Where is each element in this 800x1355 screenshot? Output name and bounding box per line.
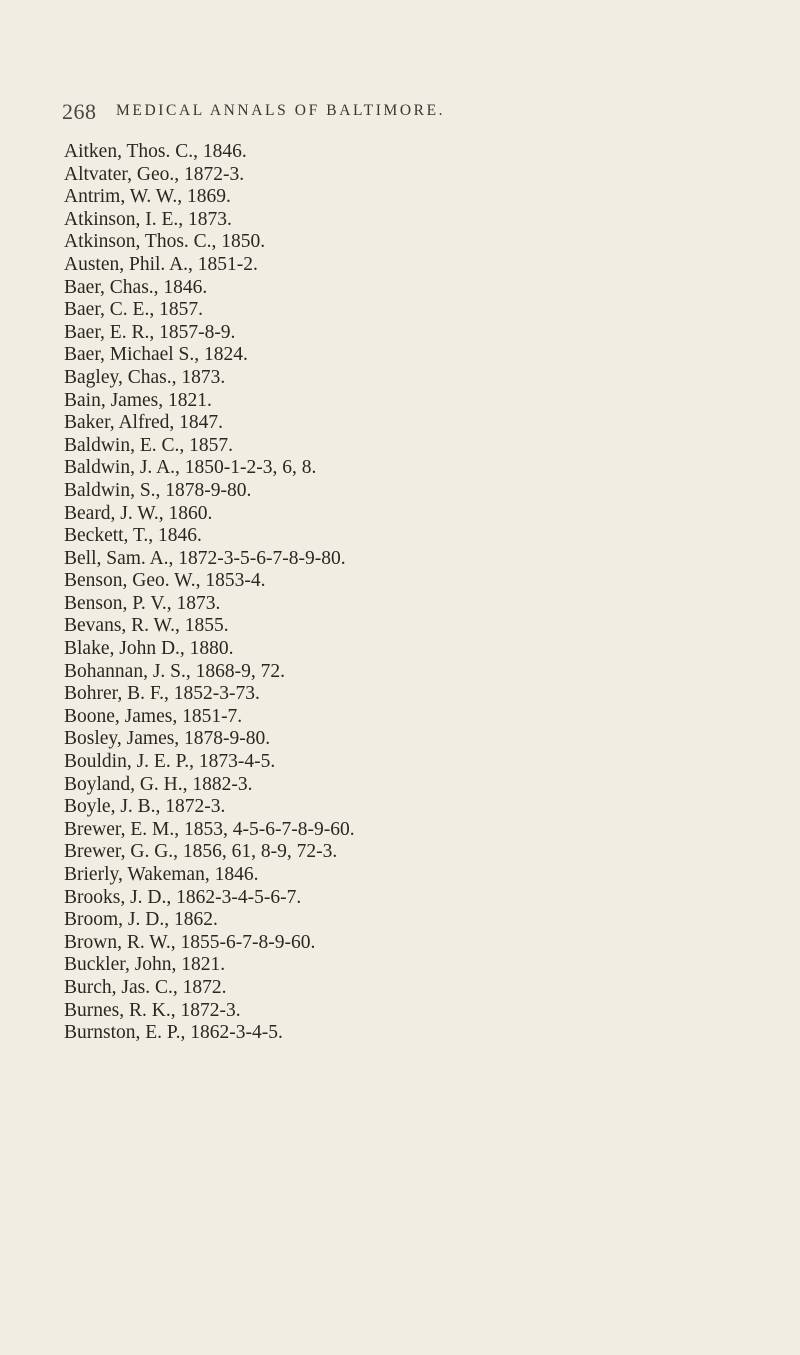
list-item: Benson, P. V., 1873. xyxy=(64,592,221,614)
list-item: Baer, Michael S., 1824. xyxy=(64,344,248,366)
list-item: Boone, James, 1851-7. xyxy=(64,705,243,727)
list-item: Boyland, G. H., 1882-3. xyxy=(64,773,253,795)
list-item: Bosley, James, 1878-9-80. xyxy=(64,728,271,750)
list-item: Bohrer, B. F., 1852-3-73. xyxy=(64,683,260,705)
list-item: Baer, Chas., 1846. xyxy=(64,276,208,298)
list-item: Brown, R. W., 1855-6-7-8-9-60. xyxy=(64,931,316,953)
running-head xyxy=(62,99,762,125)
list-item: Altvater, Geo., 1872-3. xyxy=(64,163,245,185)
list-item: Blake, John D., 1880. xyxy=(64,638,234,660)
list-item: Baer, E. R., 1857-8-9. xyxy=(64,321,236,343)
list-item: Bell, Sam. A., 1872-3-5-6-7-8-9-80. xyxy=(64,547,346,569)
list-item: Beard, J. W., 1860. xyxy=(64,502,213,524)
page-number: 268 xyxy=(62,99,97,124)
name-list xyxy=(64,141,704,1045)
list-item: Baldwin, S., 1878-9-80. xyxy=(64,479,252,501)
list-item: Aitken, Thos. C., 1846. xyxy=(64,141,247,162)
list-item: Buckler, John, 1821. xyxy=(64,954,226,976)
list-item: Brewer, G. G., 1856, 61, 8-9, 72-3. xyxy=(64,841,338,863)
list-item: Brooks, J. D., 1862-3-4-5-6-7. xyxy=(64,886,302,908)
list-item: Austen, Phil. A., 1851-2. xyxy=(64,253,258,275)
list-item: Burnston, E. P., 1862-3-4-5. xyxy=(64,1022,283,1044)
list-item: Beckett, T., 1846. xyxy=(64,525,202,547)
list-item: Baldwin, E. C., 1857. xyxy=(64,434,233,456)
list-item: Antrim, W. W., 1869. xyxy=(64,186,231,208)
list-item: Bevans, R. W., 1855. xyxy=(64,615,229,637)
list-item: Bain, James, 1821. xyxy=(64,389,212,411)
list-item: Burnes, R. K., 1872-3. xyxy=(64,999,241,1021)
list-item: Brewer, E. M., 1853, 4-5-6-7-8-9-60. xyxy=(64,818,355,840)
list-item: Benson, Geo. W., 1853-4. xyxy=(64,570,266,592)
list-item: Baer, C. E., 1857. xyxy=(64,299,203,321)
list-item: Atkinson, I. E., 1873. xyxy=(64,208,232,230)
list-item: Baker, Alfred, 1847. xyxy=(64,412,223,434)
list-item: Boyle, J. B., 1872-3. xyxy=(64,796,226,818)
list-item: Bohannan, J. S., 1868-9, 72. xyxy=(64,660,285,682)
running-title: MEDICAL ANNALS OF BALTIMORE. xyxy=(116,102,446,119)
list-item: Bouldin, J. E. P., 1873-4-5. xyxy=(64,751,276,773)
list-item: Atkinson, Thos. C., 1850. xyxy=(64,231,266,253)
list-item: Burch, Jas. C., 1872. xyxy=(64,976,227,998)
list-item: Bagley, Chas., 1873. xyxy=(64,366,226,388)
list-item: Brierly, Wakeman, 1846. xyxy=(64,864,259,885)
list-item: Baldwin, J. A., 1850-1-2-3, 6, 8. xyxy=(64,457,317,479)
list-item: Broom, J. D., 1862. xyxy=(64,909,218,931)
